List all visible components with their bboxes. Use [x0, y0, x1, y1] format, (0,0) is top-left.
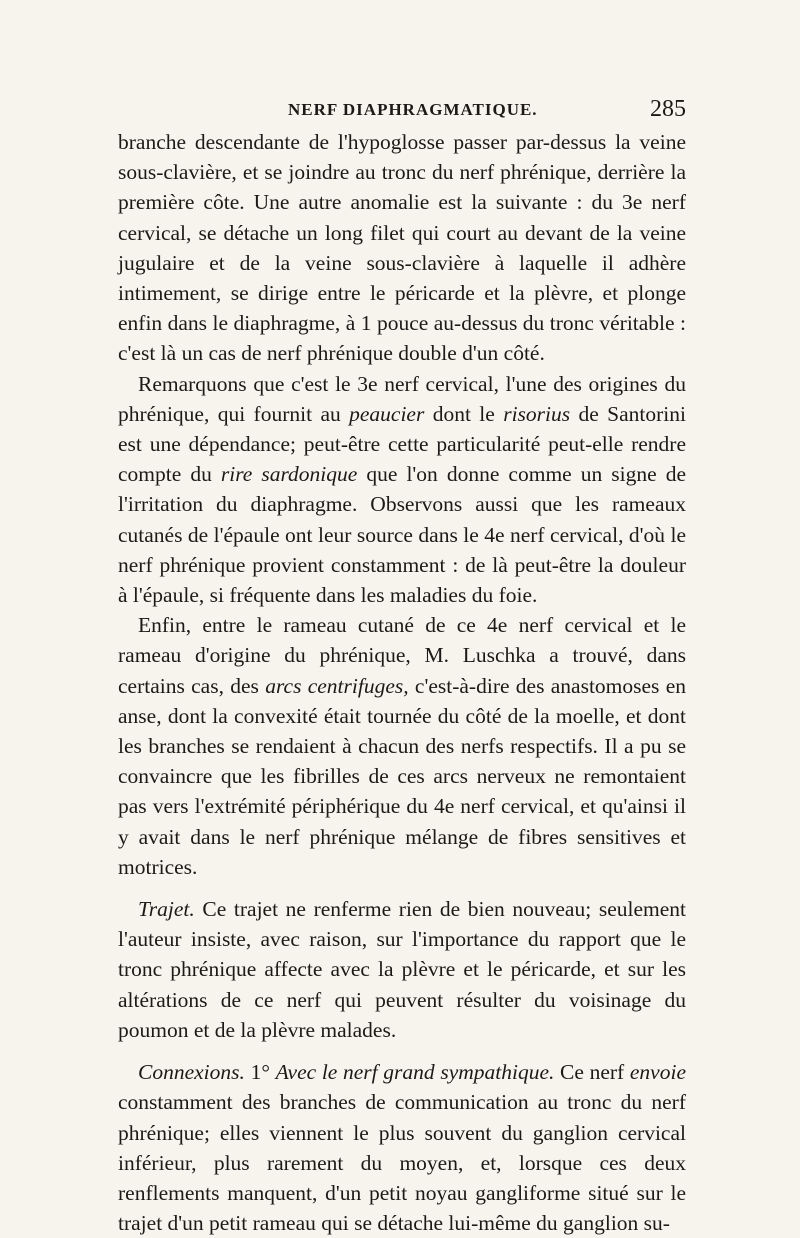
text-run: Enfin, entre le rameau cutané de ce 4e nerf cervical et le rameau d'origine du phrénique, M. Luschka a trouvé, dans certains cas, des [118, 613, 686, 698]
text-run: que l'on donne comme un signe de l'irritation du diaphragme. Observons aussi que les rameaux cutanés de l'épaule ont leur source dans le 4e nerf cervical, d'où le nerf phrénique provient constamment : de là peut-être la douleur à l'épaule, si fréquente dans les maladies du foie. [118, 462, 687, 608]
text-run: dont le [424, 401, 504, 426]
paragraph-trajet [118, 894, 686, 1045]
text-run: 1° [244, 1060, 276, 1085]
paragraph-connexions [118, 1057, 686, 1238]
page-number: 285 [650, 96, 686, 122]
text-run: Ce trajet ne renferme rien de bien nouveau; seulement l'auteur insiste, avec raison, sur l'importance du rapport que le tronc phrénique affecte avec la plèvre et le péricarde, et sur les altérations de ce nerf qui peuvent résulter du voisinage du poumon et de la plèvre malades. [118, 897, 686, 1042]
text-run: c'est-à-dire des anastomoses en anse, dont la convexité était tournée du côté de la moelle, et dont les branches se rendaient à chacun des nerfs respectifs. Il a pu se convaincre que les fibrilles de ces arcs nerveux ne remontaient pas vers l'extrémité périphérique du 4e nerf cervical, et qu'ainsi il y avait dans le nerf phrénique mélange de fibres sensitives et motrices. [118, 673, 687, 879]
paragraph-2 [118, 369, 686, 611]
paragraph-1: branche descendante de l'hypoglosse passer par-dessus la veine sous-clavière, et se joindre au tronc du nerf phrénique, derrière la première côte. Une autre anomalie est la suivante : du 3e nerf cervical, se détache un long filet qui court au devant de la veine jugulaire et de la veine sous-clavière à laquelle il adhère intimement, se dirige entre le péricarde et la plèvre, et plonge enfin dans le diaphragme, à 1 pouce au-dessus du tronc véritable : c'est là un cas de nerf phrénique double d'un côté. [118, 130, 686, 366]
text-run: Remarquons que c'est le 3e nerf cervical, l'une des origines du phrénique, qui fournit au [118, 371, 686, 426]
section-heading-trajet: Trajet. [138, 897, 195, 922]
body-text [118, 127, 686, 1238]
page-header [118, 96, 686, 126]
section-heading-connexions: Connexions. [138, 1060, 245, 1085]
text-run: constamment des branches de communication au tronc du nerf phrénique; elles viennent le plus souvent du ganglion cervical inférieur, plus rarement du moyen, et, lorsque ces deux renflements manquent, d'un petit noyau gangliforme situé sur le trajet d'un petit rameau qui se détache lui-même du ganglion su- [118, 1090, 686, 1236]
running-title: NERF DIAPHRAGMATIQUE. [288, 100, 538, 119]
italic-term: rire sardonique [220, 462, 358, 487]
italic-term: arcs centrifuges, [265, 673, 409, 698]
paragraph-3 [118, 610, 686, 882]
italic-subheading: Avec le nerf grand sympathique. [275, 1060, 555, 1085]
text-run: Ce nerf [554, 1060, 630, 1085]
italic-term: envoie [629, 1060, 686, 1085]
italic-term: peaucier [349, 401, 425, 426]
italic-term: risorius [503, 401, 571, 426]
text-run: de Santorini est une dépendance; peut-être cette particularité peut-elle rendre compte du [118, 401, 686, 487]
